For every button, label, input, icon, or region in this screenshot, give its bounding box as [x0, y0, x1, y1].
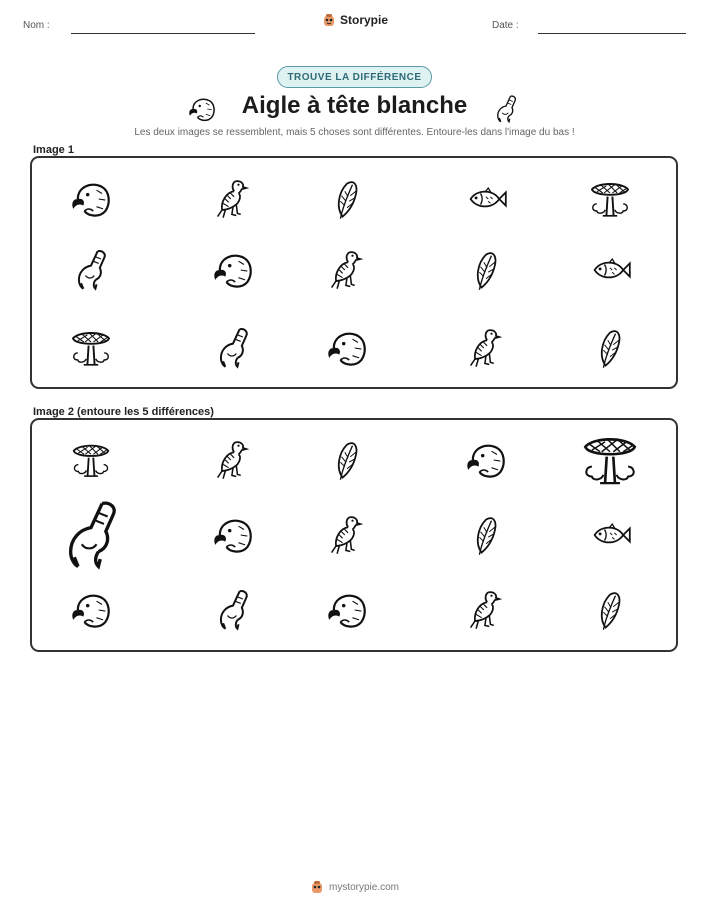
eagle-icon	[464, 326, 508, 370]
eagle-icon[interactable]	[325, 513, 369, 557]
talon-icon	[69, 248, 113, 292]
talon-icon	[491, 94, 521, 124]
eagle-head-icon	[211, 248, 255, 292]
instructions: Les deux images se ressemblent, mais 5 choses sont différentes. Entoure-les dans l'image du bas !	[134, 127, 575, 138]
page-title: Aigle à tête blanche	[241, 92, 468, 119]
image1-label: Image 1	[33, 144, 74, 156]
eagle-icon	[325, 248, 369, 292]
feather-icon	[325, 177, 369, 221]
fish-icon	[464, 177, 508, 221]
eagle-head-icon[interactable]	[211, 513, 255, 557]
feather-icon[interactable]	[464, 513, 508, 557]
brand-name: Storypie	[340, 13, 389, 27]
footer-site: mystorypie.com	[328, 881, 399, 893]
feather-icon	[464, 248, 508, 292]
storypie-logo	[322, 13, 388, 27]
eagle-icon[interactable]	[211, 438, 255, 482]
feather-icon[interactable]	[325, 438, 369, 482]
name-label: Nom :	[23, 20, 50, 31]
talon-icon	[211, 326, 255, 370]
storypie-logo-icon	[322, 13, 336, 27]
eagle-head-icon[interactable]	[464, 438, 508, 482]
talon-icon[interactable]	[211, 588, 255, 632]
nest-tree-icon	[67, 324, 115, 372]
date-field-line[interactable]	[538, 33, 686, 34]
date-label: Date :	[492, 20, 519, 31]
footer	[0, 880, 709, 894]
nest-tree-icon[interactable]	[68, 437, 114, 483]
nest-tree-icon	[586, 175, 634, 223]
eagle-head-icon	[69, 177, 113, 221]
eagle-icon[interactable]	[464, 588, 508, 632]
talon-icon[interactable]	[54, 498, 128, 572]
eagle-head-icon[interactable]	[325, 588, 369, 632]
storypie-footer-icon	[310, 880, 324, 894]
fish-icon	[588, 248, 632, 292]
find-difference-badge: TROUVE LA DIFFÉRENCE	[277, 66, 432, 88]
feather-icon[interactable]	[588, 588, 632, 632]
eagle-head-icon	[325, 326, 369, 370]
eagle-head-icon[interactable]	[69, 588, 113, 632]
nest-tree-icon[interactable]	[577, 427, 643, 493]
image2-label: Image 2 (entoure les 5 différences)	[33, 406, 214, 418]
fish-icon[interactable]	[588, 513, 632, 557]
eagle-icon	[211, 177, 255, 221]
name-field-line[interactable]	[71, 33, 255, 34]
feather-icon	[588, 326, 632, 370]
